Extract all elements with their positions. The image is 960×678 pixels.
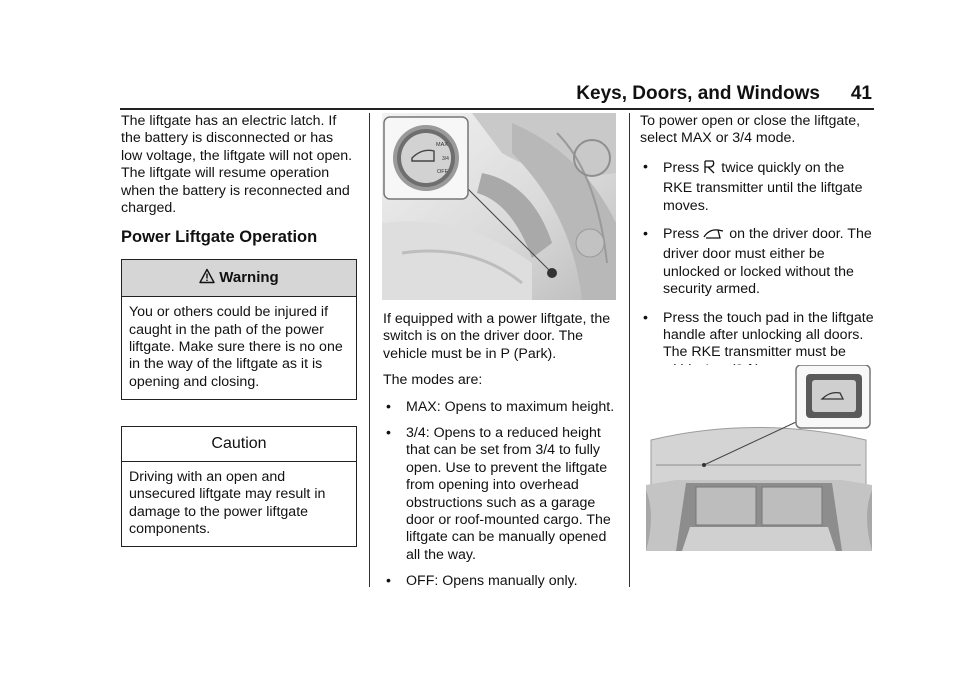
list-item [640, 159, 876, 215]
caution-title: Caution [122, 427, 356, 461]
caution-body: Driving with an open and unsecured liftgate may result in damage to the power liftgate components. [129, 468, 326, 537]
mode-three-quarter-text: 3/4: Opens to a reduced height that can be set from 3/4 to fully open. Use to prevent the liftgate from opening into overhead obstructions such as a garage door or roof-mounted cargo. The liftgate can be manually opened all the way. [406, 425, 611, 563]
instruction-post: twice quickly on the RKE transmitter until the liftgate moves. [663, 159, 863, 214]
bullet-marker: • [643, 226, 648, 243]
liftgate-switch-icon [703, 227, 725, 246]
section-title: Keys, Doors, and Windows [576, 83, 820, 104]
warning-triangle-icon [199, 268, 215, 288]
warning-header [122, 260, 356, 297]
rke-liftgate-icon [703, 159, 717, 180]
modes-label: The modes are: [383, 372, 483, 389]
touch-pad-instruction: Press the touch pad in the liftgate handle after unlocking all doors. The RKE transmitter must be [663, 309, 874, 361]
header-rule [120, 108, 874, 110]
mode-max-text: MAX: Opens to maximum height. [406, 398, 615, 415]
switch-label-max: MAX [436, 142, 448, 148]
page-number: 41 [850, 83, 872, 104]
caution-box [121, 426, 357, 547]
column-left [121, 113, 357, 573]
column-right [640, 113, 876, 379]
liftgate-cargo-image [646, 365, 872, 551]
list-item [640, 226, 876, 299]
mode-off-text: OFF: Opens manually only. [406, 573, 578, 590]
bullet-marker: • [386, 573, 391, 590]
warning-title: Warning [219, 268, 279, 286]
list-item [383, 399, 615, 416]
intro-paragraph: The liftgate has an electric latch. If the battery is disconnected or has low voltage, the liftgate will not open. The liftgate will resume operation when the battery is reconnected and charged. [121, 113, 353, 217]
column-divider [629, 113, 630, 587]
bullet-marker: • [386, 425, 391, 442]
list-item [383, 425, 615, 564]
switch-paragraph: If equipped with a power liftgate, the switch is on the driver door. The vehicle must be in P (Park). [383, 311, 611, 362]
switch-label-three-quarter: 3/4 [442, 156, 449, 162]
column-divider [369, 113, 370, 587]
bullet-marker: • [386, 398, 391, 415]
instruction-pre: Press [663, 159, 700, 176]
list-item [383, 573, 615, 590]
power-open-intro: To power open or close the liftgate, select MAX or 3/4 mode. [640, 113, 861, 147]
warning-body: You or others could be injured if caught in the path of the power liftgate. Make sure there is no one in the way of the liftgate as it is opening and closing. [129, 304, 343, 390]
bullet-marker: • [643, 158, 648, 175]
instruction-pre: Press [663, 226, 700, 243]
instruction-post: on the driver door. The driver door must either be unlocked or locked without the security armed. [663, 226, 872, 298]
driver-door-switch-image [382, 113, 616, 300]
switch-label-off: OFF [437, 169, 448, 175]
bullet-marker: • [643, 309, 648, 326]
warning-box [121, 259, 357, 400]
column-middle [383, 311, 615, 591]
section-heading: Power Liftgate Operation [121, 228, 318, 247]
